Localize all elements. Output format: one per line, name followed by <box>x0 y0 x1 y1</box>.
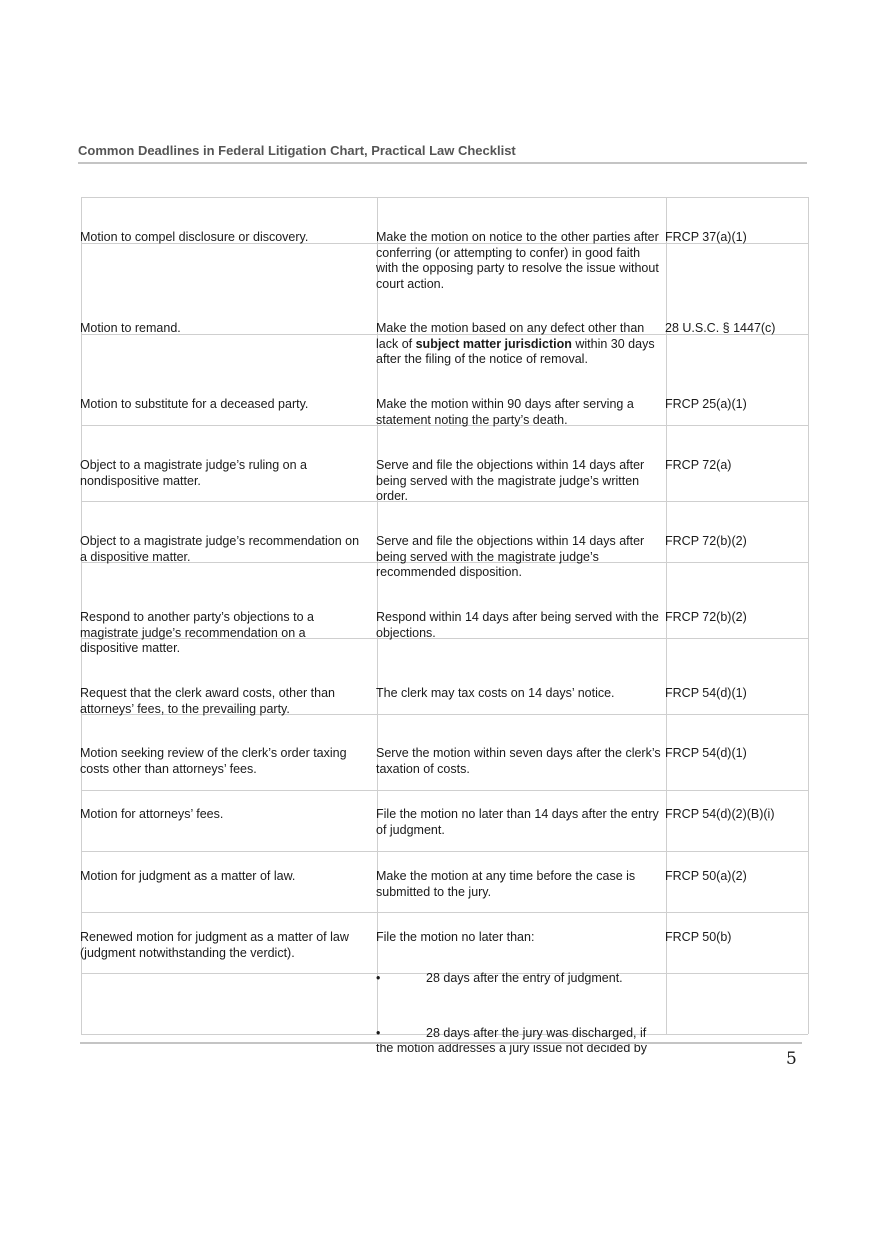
table-cell-rule: FRCP 72(b)(2) <box>665 534 747 548</box>
page-number: 5 <box>786 1049 797 1069</box>
table-cell-rule: FRCP 54(d)(2)(B)(i) <box>665 807 775 821</box>
table-cell-action: Motion to remand. <box>80 321 181 335</box>
document-header-title: Common Deadlines in Federal Litigation Chart, Practical Law Checklist <box>78 143 516 158</box>
table-cell-action: Object to a magistrate judge’s ruling on a nondispositive matter. <box>80 458 307 488</box>
table-cell-deadline: Respond within 14 days after being served with the objections. <box>376 610 659 640</box>
table-cell-rule: FRCP 37(a)(1) <box>665 230 747 244</box>
table-cell-deadline: Make the motion at any time before the case is submitted to the jury. <box>376 869 636 899</box>
deadline-text: within 30 days after the filing of the notice of removal. <box>376 336 655 366</box>
table-cell-rule: FRCP 25(a)(1) <box>665 397 747 411</box>
table-cell-rule: 28 U.S.C. § 1447(c) <box>665 321 776 335</box>
table-cell-rule: FRCP 72(a) <box>665 458 732 472</box>
table-cell-action: Request that the clerk award costs, other than attorneys’ fees, to the prevailing party. <box>80 686 335 716</box>
header-divider <box>78 162 807 164</box>
table-cell-rule: FRCP 54(d)(1) <box>665 686 747 700</box>
table-cell-deadline: Serve and file the objections within 14 days after being served with the magistrate judge’s recommended disposition. <box>376 534 645 579</box>
list-item <box>376 1026 661 1057</box>
table-cell-action: Respond to another party’s objections to a magistrate judge’s recommendation on a dispositive matter. <box>80 610 314 655</box>
table-cell-rule: FRCP 50(a)(2) <box>665 869 747 883</box>
table-cell-action: Motion for attorneys’ fees. <box>80 807 224 821</box>
bullet-text: 28 days after the entry of judgment. <box>426 971 623 985</box>
table-cell-action: Object to a magistrate judge’s recommendation on a dispositive matter. <box>80 534 360 564</box>
bullet-text: 28 days after the jury was discharged, if the motion addresses a jury issue not decided by <box>376 1025 647 1055</box>
table-cell-deadline: Make the motion on notice to the other parties after conferring (or attempting to confer) in good faith with the opposing party to resolve the issue without court action. <box>376 230 659 291</box>
table-cell-action: Motion for judgment as a matter of law. <box>80 869 296 883</box>
table-cell-rule: FRCP 50(b) <box>665 930 732 944</box>
deadline-emphasis: subject matter jurisdiction <box>415 336 572 351</box>
table-cell-action: Renewed motion for judgment as a matter of law (judgment notwithstanding the verdict). <box>80 930 349 960</box>
table-cell-deadline: Make the motion within 90 days after serving a statement noting the party’s death. <box>376 397 634 427</box>
table-cell-deadline: File the motion no later than: <box>376 930 535 944</box>
list-item <box>376 971 661 987</box>
table-cell-deadline: The clerk may tax costs on 14 days’ notice. <box>376 686 615 700</box>
bullet-marker: • <box>376 971 381 985</box>
table-cell-deadline: File the motion no later than 14 days after the entry of judgment. <box>376 807 659 837</box>
bullet-marker: • <box>376 1025 381 1040</box>
table-cell-deadline: Serve the motion within seven days after the clerk’s taxation of costs. <box>376 746 661 776</box>
table-cell-rule: FRCP 54(d)(1) <box>665 746 747 760</box>
table-cell-action: Motion to compel disclosure or discovery. <box>80 230 309 244</box>
table-cell-action: Motion to substitute for a deceased party. <box>80 397 309 411</box>
table-cell-action: Motion seeking review of the clerk’s order taxing costs other than attorneys’ fees. <box>80 746 347 776</box>
footer-divider <box>80 1042 802 1044</box>
table-cell-deadline <box>376 321 661 368</box>
table-cell-rule: FRCP 72(b)(2) <box>665 610 747 624</box>
table-cell-deadline: Serve and file the objections within 14 days after being served with the magistrate judge’s written order. <box>376 458 645 503</box>
deadline-text: Make the motion based on any defect other than lack of <box>376 321 645 351</box>
